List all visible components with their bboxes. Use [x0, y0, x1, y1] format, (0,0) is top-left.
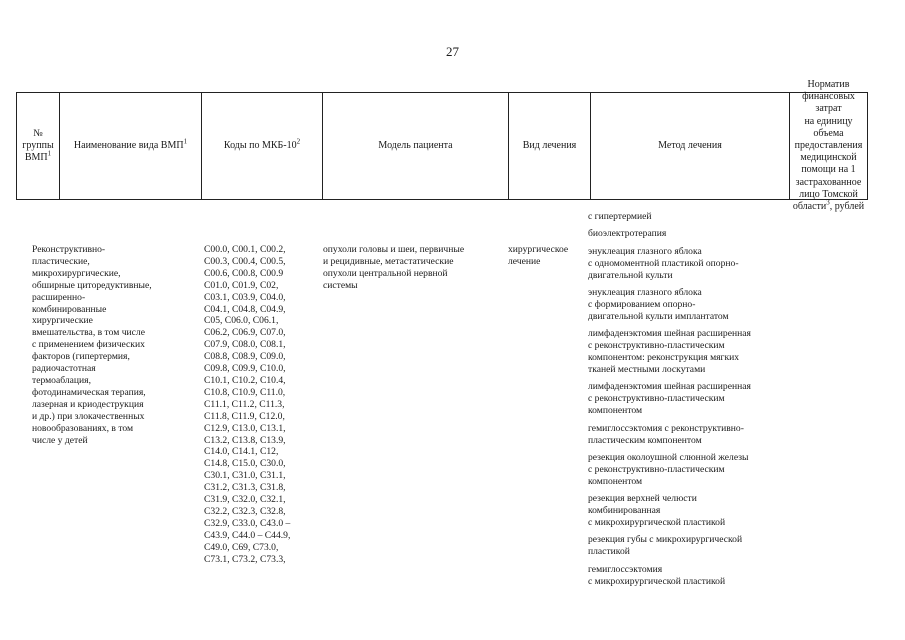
treatment-method-line: биоэлектротерапия: [588, 228, 667, 240]
icd-code-line: C04.1, C04.8, C04.9,: [204, 303, 286, 315]
treatment-method-line: тканей местными лоскутами: [588, 363, 706, 375]
treatment-method-line: компонентом: [588, 475, 643, 487]
vmp-name-cell: [32, 244, 200, 446]
icd-code-line: C11.8, C11.9, C12.0,: [204, 410, 285, 422]
treatment-method-item: [588, 381, 782, 417]
treatment-method-line: резекция губы с микрохирургической: [588, 534, 743, 546]
icd-code-line: C73.1, C73.2, C73.3,: [204, 553, 286, 565]
icd-code-line: C03.1, C03.9, C04.0,: [204, 291, 286, 303]
vmp-name-line: расширенно-: [32, 291, 86, 303]
treatment-method-line: энуклеация глазного яблока: [588, 245, 702, 257]
patient-model-cell: [323, 244, 509, 292]
icd-code-line: C09.8, C09.9, C10.0,: [204, 363, 286, 375]
treatment-method-line: комбинированная: [588, 505, 661, 517]
header-treatment-type: Вид лечения: [509, 93, 591, 199]
treatment-method-line: лимфаденэктомия шейная расширенная: [588, 328, 751, 340]
footnote-mark: 1: [183, 137, 188, 146]
treatment-type-line: хирургическое: [508, 244, 569, 255]
icd-code-line: C32.2, C32.3, C32.8,: [204, 505, 286, 517]
vmp-name-line: с применением физических: [32, 339, 145, 351]
treatment-method-item: [588, 228, 782, 240]
icd-code-line: C14.0, C14.1, C12,: [204, 446, 279, 458]
vmp-name-line: вмешательства, в том числе: [32, 327, 145, 339]
treatment-method-line: гемиглоссэктомия: [588, 563, 663, 575]
treatment-type-cell: [508, 244, 588, 268]
vmp-name-line: хирургические: [32, 315, 93, 327]
treatment-method-line: компонентом: [588, 405, 643, 417]
icd-code-line: C05, C06.0, C06.1,: [204, 315, 279, 327]
treatment-method-item: [588, 246, 782, 282]
footnote-mark: 3: [826, 198, 830, 207]
icd-code-line: C13.2, C13.8, C13.9,: [204, 434, 286, 446]
vmp-name-line: лазерная и криодеструкция: [32, 398, 144, 410]
header-patient-model: Модель пациента: [323, 93, 509, 199]
treatment-method-line: компонентом: реконструкция мягких: [588, 352, 740, 364]
icd-code-line: C49.0, C69, C73.0,: [204, 541, 279, 553]
vmp-name-line: термоаблация,: [32, 374, 91, 386]
icd-code-line: C43.9, C44.0 – C44.9,: [204, 529, 291, 541]
icd-code-line: C12.9, C13.0, C13.1,: [204, 422, 286, 434]
vmp-name-line: Реконструктивно-: [32, 244, 106, 255]
vmp-name-line: комбинированные: [32, 303, 107, 315]
icd-code-line: C00.6, C00.8, C00.9: [204, 267, 284, 279]
vmp-name-line: пластические,: [32, 255, 90, 267]
patient-model-line: опухоли головы и шеи, первичные: [323, 244, 465, 255]
icd-code-line: C31.2, C31.3, C31.8,: [204, 482, 286, 494]
vmp-name-line: числе у детей: [32, 434, 88, 446]
treatment-method-line: с реконструктивно-пластическим: [588, 393, 725, 405]
treatment-method-line: с реконструктивно-пластическим: [588, 340, 725, 352]
treatment-type-line: лечение: [508, 255, 541, 267]
header-icd-codes: Коды по МКБ-$10^2$: [202, 93, 323, 199]
footnote-mark: 2: [296, 137, 301, 146]
header-treatment-method: Метод лечения: [591, 93, 790, 199]
vmp-name-line: факторов (гипертермия,: [32, 351, 130, 363]
icd-codes-cell: [204, 244, 318, 565]
treatment-method-item: [588, 287, 782, 323]
icd-code-line: C31.9, C32.0, C32.1,: [204, 494, 286, 506]
treatment-method-line: пластикой: [588, 546, 630, 558]
icd-code-line: C06.2, C06.9, C07.0,: [204, 327, 286, 339]
treatment-method-item: [588, 328, 782, 376]
treatment-method-line: с одномоментной пластикой опорно-: [588, 257, 739, 269]
treatment-method-cell: [588, 211, 782, 593]
treatment-method-line: резекция верхней челюсти: [588, 493, 697, 505]
treatment-method-item: [588, 452, 782, 488]
vmp-name-line: и др.) при злокачественных: [32, 410, 145, 422]
page-number: 27: [446, 44, 459, 59]
treatment-method-item: [588, 493, 782, 529]
patient-model-line: системы: [323, 279, 358, 291]
icd-code-line: C07.9, C08.0, C08.1,: [204, 339, 286, 351]
treatment-method-line: двигательной культи: [588, 269, 673, 281]
treatment-method-line: с микрохирургической пластикой: [588, 516, 726, 528]
vmp-name-line: новообразованиях, в том: [32, 422, 134, 434]
treatment-method-line: с микрохирургической пластикой: [588, 575, 726, 587]
treatment-method-line: с формированием опорно-: [588, 298, 696, 310]
treatment-method-item: [588, 534, 782, 558]
icd-code-line: C00.3, C00.4, C00.5,: [204, 255, 286, 267]
header-group-number-line: группы: [22, 139, 54, 151]
treatment-method-line: гемиглоссэктомия с реконструктивно-: [588, 422, 744, 434]
footnote-mark: 1: [47, 149, 52, 158]
icd-code-line: C32.9, C33.0, C43.0 –: [204, 517, 291, 529]
table-header: [16, 78, 868, 212]
treatment-method-line: двигательной культи имплантатом: [588, 310, 729, 322]
treatment-method-line: с гипертермией: [588, 211, 652, 222]
vmp-name-line: обширные циторедуктивные,: [32, 279, 152, 291]
patient-model-line: опухоли центральной нервной: [323, 267, 448, 279]
icd-code-line: C10.8, C10.9, C11.0,: [204, 386, 286, 398]
icd-code-line: C11.1, C11.2, C11.3,: [204, 398, 285, 410]
icd-code-line: C14.8, C15.0, C30.0,: [204, 458, 286, 470]
treatment-method-item: [588, 211, 782, 223]
icd-code-line: C10.1, C10.2, C10.4,: [204, 374, 286, 386]
treatment-method-line: энуклеация глазного яблока: [588, 287, 702, 299]
header-vmp-name: Наименование вида ВМП$^1$: [60, 93, 202, 199]
treatment-method-line: пластическим компонентом: [588, 434, 702, 446]
treatment-method-line: с реконструктивно-пластическим: [588, 463, 725, 475]
treatment-method-item: [588, 564, 782, 588]
vmp-name-line: фотодинамическая терапия,: [32, 386, 146, 398]
header-group-number-line: №: [33, 127, 43, 139]
header-group-number: [17, 93, 60, 199]
vmp-name-line: радиочастотная: [32, 363, 96, 375]
header-cost-norm: Норматив финансовых затрат на единицу объема предоставления медицинской помощи на 1 застрахованное лицо Томской области$^3$, рублей: [792, 78, 865, 212]
patient-model-line: и рецидивные, метастатические: [323, 255, 454, 267]
icd-code-line: C01.0, C01.9, C02,: [204, 279, 279, 291]
icd-code-line: C30.1, C31.0, C31.1,: [204, 470, 286, 482]
vmp-name-line: микрохирургические,: [32, 267, 121, 279]
header-group-number-line: ВМП: [24, 152, 48, 164]
treatment-method-item: [588, 423, 782, 447]
icd-code-line: C00.0, C00.1, C00.2,: [204, 244, 286, 255]
treatment-method-line: лимфаденэктомия шейная расширенная: [588, 381, 751, 393]
icd-code-line: C08.8, C08.9, C09.0,: [204, 351, 286, 363]
treatment-method-line: резекция околоушной слюнной железы: [588, 451, 749, 463]
